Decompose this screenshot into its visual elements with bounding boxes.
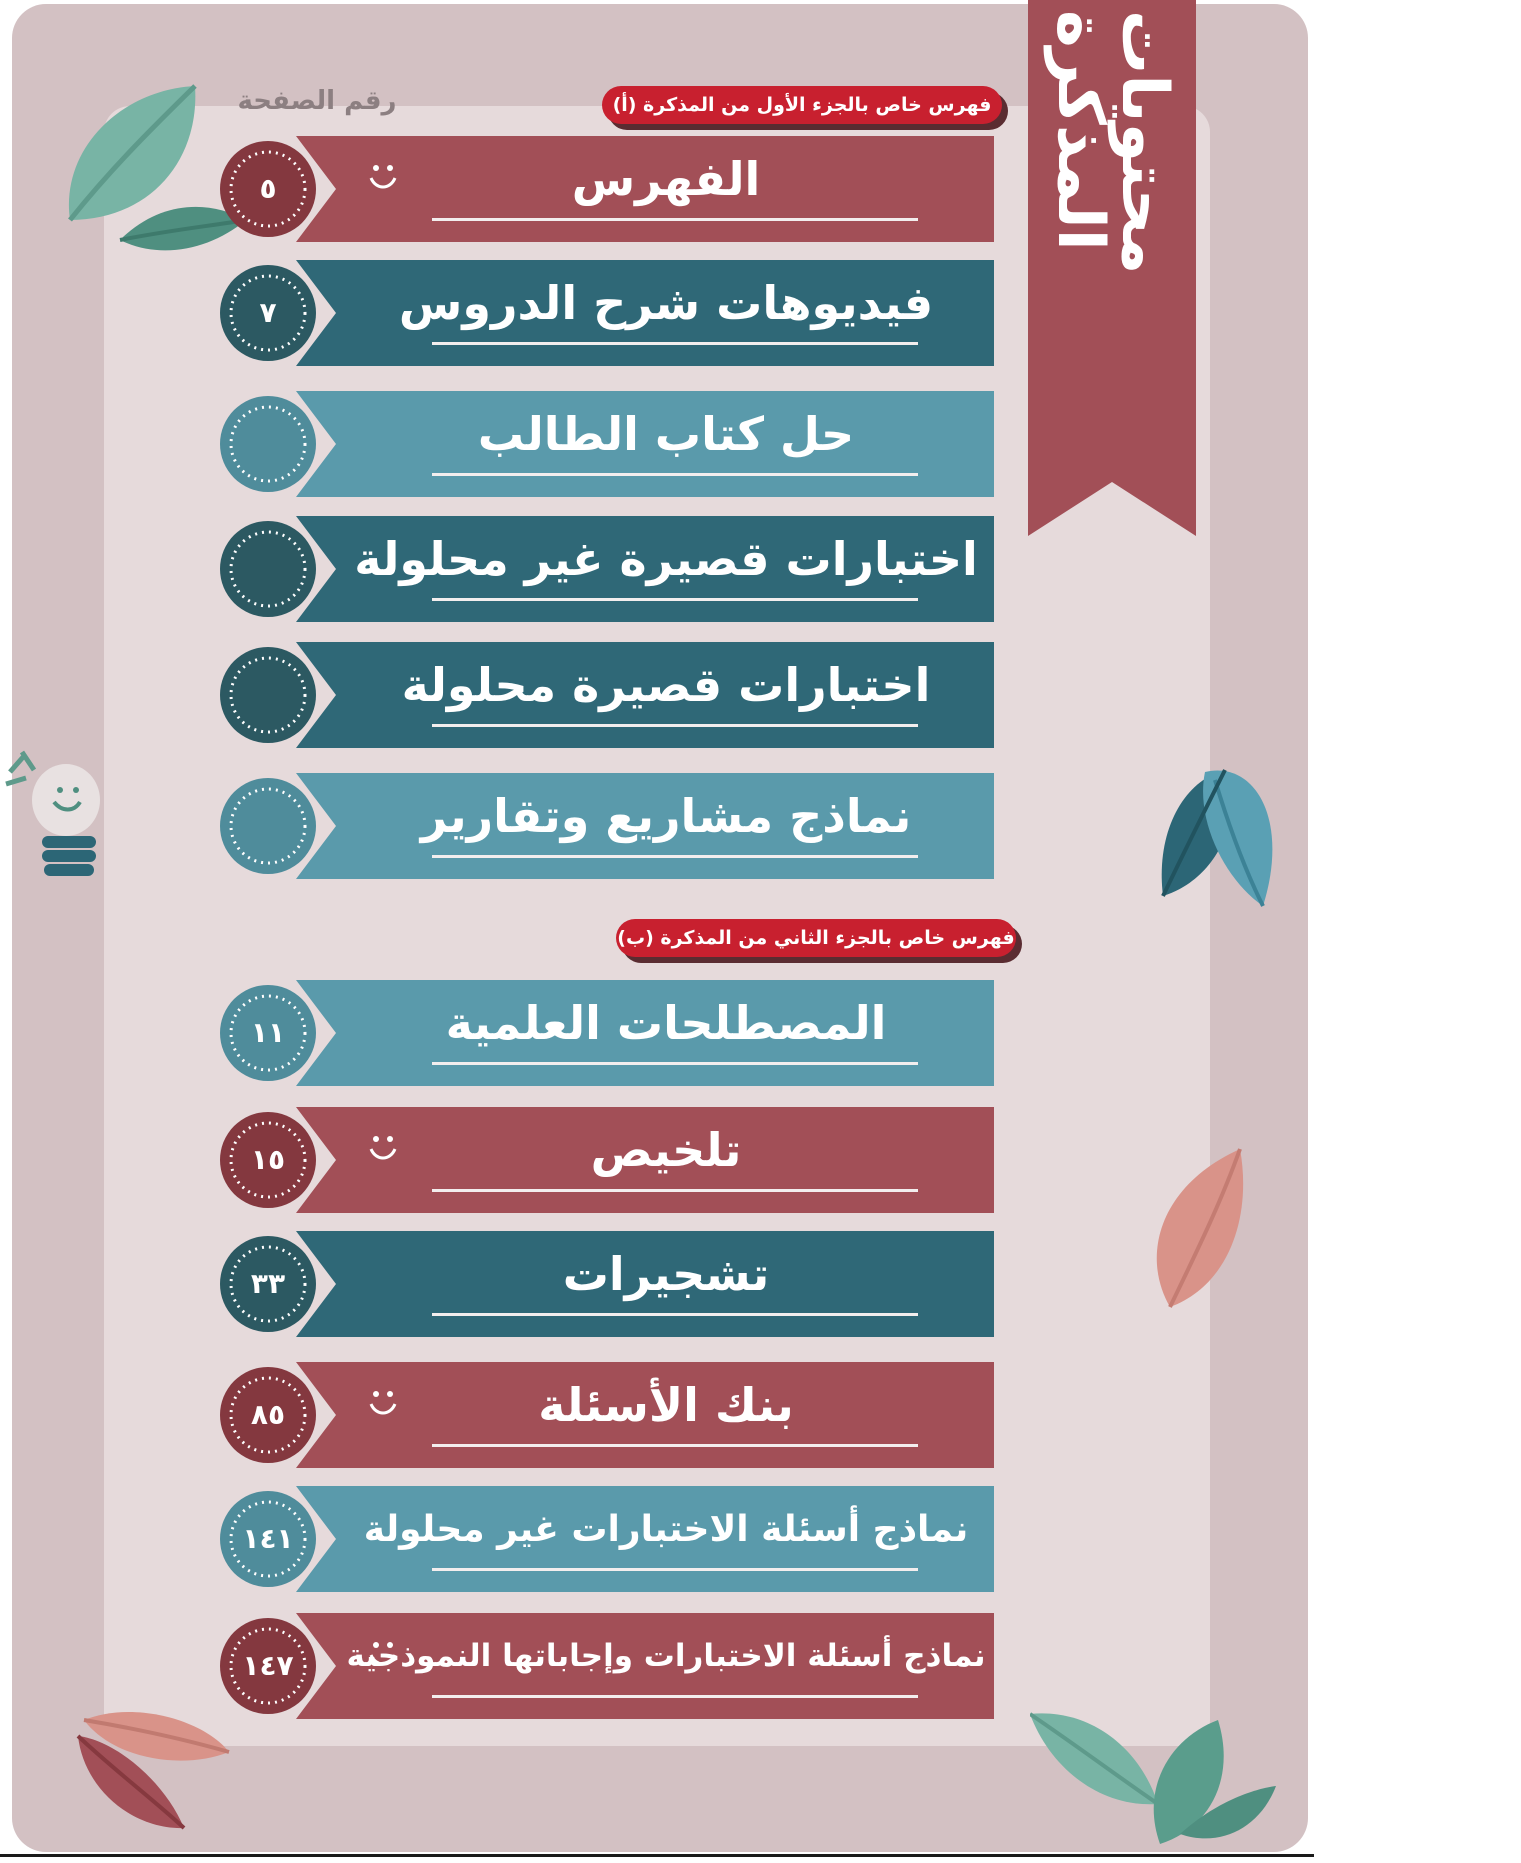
row-underline xyxy=(432,1695,918,1698)
row-underline xyxy=(432,1568,918,1571)
index-row-part-b-4[interactable] xyxy=(218,1362,994,1468)
page-number xyxy=(228,654,308,734)
part-b-label: فهرس خاص بالجزء الثاني من المذكرة (ب) xyxy=(616,919,1016,957)
row-underline xyxy=(432,1444,918,1447)
row-title: تشجيرات xyxy=(562,1247,770,1301)
page-number: ٣٣ xyxy=(250,1266,286,1300)
page-title: محتويات المذكرة xyxy=(1043,10,1181,275)
page-number xyxy=(228,403,308,483)
row-title: فيديوهات شرح الدروس xyxy=(398,276,934,330)
row-title: تلخيص xyxy=(590,1123,742,1177)
leaf-pink-right-icon xyxy=(1140,1145,1250,1315)
row-underline xyxy=(432,724,918,727)
index-row-part-a-5[interactable] xyxy=(218,642,994,748)
lightbulb-icon xyxy=(4,750,104,890)
index-row-part-b-1[interactable] xyxy=(218,980,994,1086)
row-underline xyxy=(432,855,918,858)
part-a-label: فهرس خاص بالجزء الأول من المذكرة (أ) xyxy=(602,86,1002,124)
row-underline xyxy=(432,218,918,221)
index-row-part-a-6[interactable] xyxy=(218,773,994,879)
page-number: ١١ xyxy=(250,1015,286,1049)
row-title: المصطلحات العلمية xyxy=(445,996,887,1050)
index-row-part-a-2[interactable] xyxy=(218,260,994,366)
row-underline xyxy=(432,598,918,601)
page-number-column-label: رقم الصفحة xyxy=(237,86,397,116)
row-underline xyxy=(432,1062,918,1065)
page-number: ٨٥ xyxy=(250,1397,286,1431)
row-underline xyxy=(432,342,918,345)
index-row-part-a-3[interactable] xyxy=(218,391,994,497)
index-row-part-b-3[interactable] xyxy=(218,1231,994,1337)
row-title: بنك الأسئلة xyxy=(538,1378,794,1432)
row-title: اختبارات قصيرة غير محلولة xyxy=(354,532,978,586)
page-number: ١٥ xyxy=(250,1142,286,1176)
row-title: اختبارات قصيرة محلولة xyxy=(401,658,931,712)
page-number: ٧ xyxy=(259,295,277,329)
row-underline xyxy=(432,1313,918,1316)
leaf-cluster-bottom-right-icon xyxy=(1030,1708,1280,1848)
bottom-rule xyxy=(0,1854,1314,1857)
page-number: ١٤٧ xyxy=(242,1648,294,1682)
index-row-part-a-4[interactable] xyxy=(218,516,994,622)
row-title: حل كتاب الطالب xyxy=(477,407,855,461)
row-title: نماذج أسئلة الاختبارات وإجاباتها النموذجية xyxy=(346,1638,986,1674)
page-number: ١٤١ xyxy=(242,1521,294,1555)
leaf-cluster-right-icon xyxy=(1155,760,1285,910)
row-underline xyxy=(432,1189,918,1192)
page-number: ٥ xyxy=(259,171,277,205)
index-row-part-a-1[interactable] xyxy=(218,136,994,242)
index-row-part-b-2[interactable] xyxy=(218,1107,994,1213)
index-row-part-b-6[interactable] xyxy=(218,1613,994,1719)
row-underline xyxy=(432,473,918,476)
index-row-part-b-5[interactable] xyxy=(218,1486,994,1592)
row-title: نماذج أسئلة الاختبارات غير محلولة xyxy=(363,1508,969,1550)
page-number xyxy=(228,785,308,865)
leaf-cluster-bottom-left-icon xyxy=(74,1700,234,1830)
row-title: الفهرس xyxy=(571,152,761,206)
row-title: نماذج مشاريع وتقارير xyxy=(420,789,912,843)
page-number xyxy=(228,528,308,608)
